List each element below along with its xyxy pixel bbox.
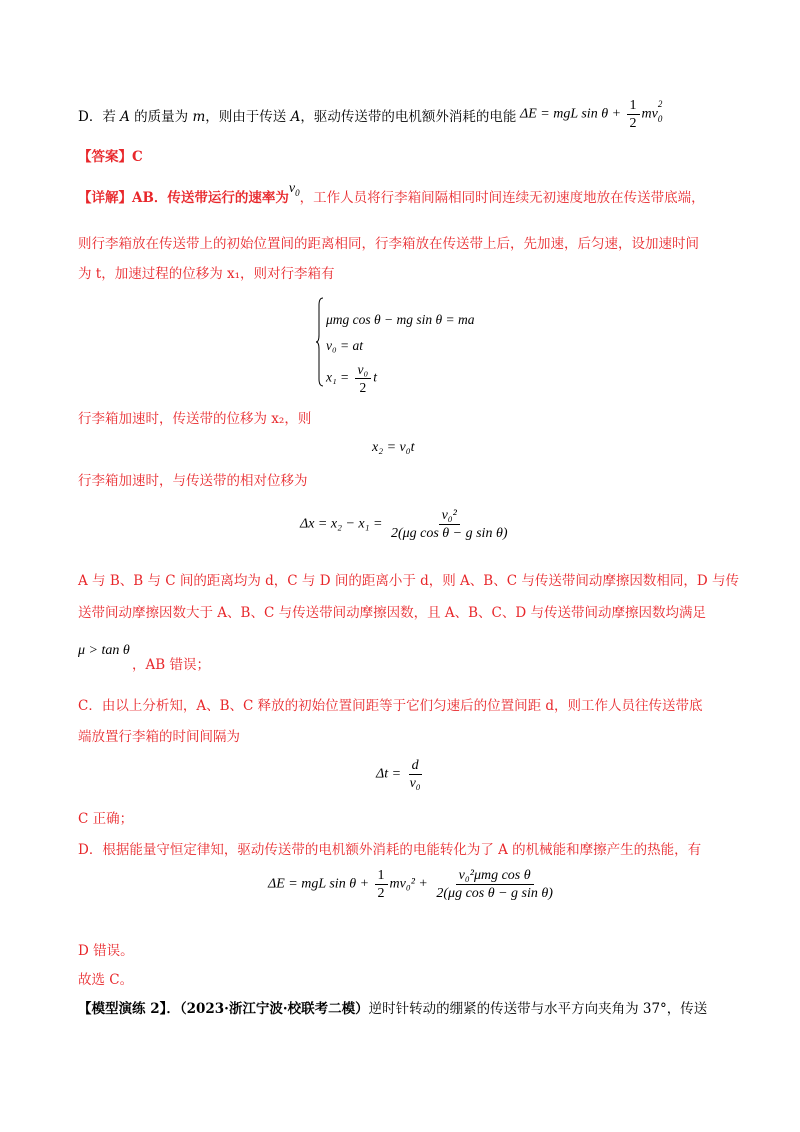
friction-line-1: A 与 B、B 与 C 间的距离均为 d，C 与 D 间的距离小于 d，则 A、B、C 与传送带间动摩擦因数相同，D 与传 bbox=[78, 573, 739, 589]
option-d-text: D．若 A 的质量为 m，则由于传送 A，驱动传送带的电机额外消耗的电能 bbox=[78, 109, 517, 125]
option-d-formula: ΔE = mgL sin θ + $\frac{1}{2}$ $mv_0$ 2 bbox=[520, 98, 663, 131]
c-analysis-line-2: 端放置行李箱的时间间隔为 bbox=[78, 729, 240, 745]
relative-displacement-formula: Δx = x₂ − x₁ = $\frac{\text{v₀²}}{\text{2(μg cos θ − g sin θ)}}$ bbox=[300, 508, 508, 541]
final-choice: 故选 C。 bbox=[78, 972, 134, 988]
system-eq-1: μmg cos θ − mg sin θ = ma bbox=[326, 312, 475, 327]
detail-line-2: 则行李箱放在传送带上的初始位置间的距离相同，行李箱放在传送带上后，先加速，后匀速，设加速时间 bbox=[78, 236, 699, 252]
system-eq-3: x₁ = $\frac{\text{v₀}}{2}$ t bbox=[326, 362, 377, 395]
answer-label: 【答案】C bbox=[78, 149, 143, 165]
next-question-line: 【模型演练 2】．（2023·浙江宁波·校联考二模）逆时针转动的绷紧的传送带与水平方向夹角为 37°，传送 bbox=[78, 1001, 708, 1017]
d-analysis-line-1: D．根据能量守恒定律知，驱动传送带的电机额外消耗的电能转化为了 A 的机械能和摩擦产生的热能，有 bbox=[78, 842, 702, 858]
conveyor-displacement-formula: x₂ = v₀t bbox=[372, 440, 415, 455]
detail-line-1: 【详解】AB．传送带运行的速率为$v_0$，工作人员将行李箱间隔相同时间连续无初速度地放在传送带底端， bbox=[78, 181, 705, 206]
v0-symbol: $v_0$ bbox=[288, 181, 300, 198]
c-verdict: C 正确； bbox=[78, 811, 134, 827]
d-verdict: D 错误。 bbox=[78, 943, 134, 959]
friction-line-2: 送带间动摩擦因数大于 A、B、C 与传送带间动摩擦因数，且 A、B、C、D 与传送带间动摩擦因数均满足 bbox=[78, 605, 706, 621]
system-eq-2: v₀ = at bbox=[326, 338, 364, 353]
fraction-half: $\frac{1}{2}$ bbox=[627, 98, 640, 131]
ab-verdict: ，AB 错误； bbox=[132, 657, 210, 673]
friction-condition: μ > tan θ bbox=[78, 643, 130, 658]
time-interval-formula: Δt = $\frac{d}{\text{v₀}}$ bbox=[376, 758, 421, 791]
detail-line-3: 为 t，加速过程的位移为 x₁，则对行李箱有 bbox=[78, 266, 335, 282]
conveyor-displacement-text: 行李箱加速时，传送带的位移为 x₂，则 bbox=[78, 411, 312, 427]
system-brace bbox=[316, 297, 324, 387]
energy-formula: ΔE = mgL sin θ + $\frac{1}{2}$ mv₀² + $\frac{\text{v₀²μmg cos θ}}{\text{2(μg cos θ − g sin θ)}}$ bbox=[268, 868, 553, 901]
relative-displacement-text: 行李箱加速时，与传送带的相对位移为 bbox=[78, 473, 308, 489]
c-analysis-line-1: C．由以上分析知，A、B、C 释放的初始位置间距等于它们匀速后的位置间距 d，则工作人员往传送带底 bbox=[78, 698, 703, 714]
